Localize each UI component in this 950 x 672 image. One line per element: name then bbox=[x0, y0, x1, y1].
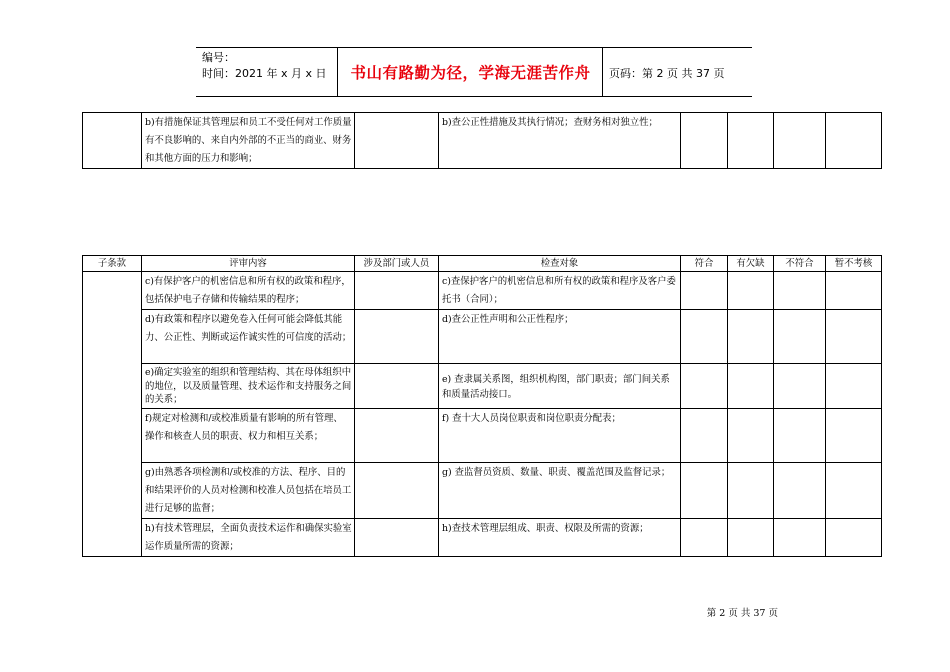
header-dept: 涉及部门或人员 bbox=[355, 256, 439, 272]
object-cell bbox=[439, 364, 681, 409]
table-row bbox=[83, 364, 882, 409]
header-conform: 符合 bbox=[681, 256, 728, 272]
review-cell bbox=[142, 519, 355, 557]
table-row bbox=[83, 519, 882, 557]
header-meta bbox=[202, 50, 327, 82]
review-cell bbox=[142, 272, 355, 310]
review-cell bbox=[142, 310, 355, 364]
dept-cell bbox=[355, 113, 439, 169]
na-cell bbox=[826, 409, 882, 463]
review-cell bbox=[142, 463, 355, 519]
object-cell bbox=[439, 113, 681, 169]
clause-cell bbox=[83, 272, 142, 557]
nonconform-cell bbox=[774, 519, 826, 557]
table-header-row bbox=[83, 256, 882, 272]
conform-cell bbox=[681, 113, 728, 169]
review-text: b)有措施保证其管理层和员工不受任何对工作质量有不良影响的、来自内外部的不正当的商业、财务和其他方面的压力和影响； bbox=[145, 117, 352, 164]
table-row bbox=[83, 463, 882, 519]
table-row bbox=[83, 409, 882, 463]
review-cell bbox=[142, 113, 355, 169]
nonconform-cell bbox=[774, 310, 826, 364]
header-na: 暂不考核 bbox=[826, 256, 882, 272]
object-text: e) 查隶属关系图，组织机构图，部门职责；部门间关系和质量活动接口。 bbox=[442, 373, 670, 400]
header-clause: 子条款 bbox=[83, 256, 142, 272]
conform-cell bbox=[681, 272, 728, 310]
object-cell bbox=[439, 310, 681, 364]
table-row bbox=[83, 310, 882, 364]
defect-cell bbox=[728, 272, 774, 310]
na-cell bbox=[826, 113, 882, 169]
object-text: g) 查监督员资质、数量、职责、覆盖范围及监督记录； bbox=[442, 467, 671, 478]
conform-cell bbox=[681, 409, 728, 463]
dept-cell bbox=[355, 364, 439, 409]
header-bottom-rule bbox=[196, 96, 752, 97]
na-cell bbox=[826, 272, 882, 310]
header-motto: 书山有路勤为径，学海无涯苦作舟 bbox=[350, 64, 591, 82]
defect-cell bbox=[728, 113, 774, 169]
page-indicator: 页码：第 2 页 共 37 页 bbox=[609, 67, 725, 80]
table-row bbox=[83, 272, 882, 310]
document-date: 时间：2021 年 x 月 x 日 bbox=[202, 67, 327, 80]
object-text: c)查保护客户的机密信息和所有权的政策和程序及客户委托书（合同）； bbox=[442, 276, 676, 305]
header-top-rule bbox=[196, 47, 752, 48]
review-table bbox=[82, 255, 882, 557]
page-footer: 第 2 页 共 37 页 bbox=[706, 608, 778, 619]
conform-cell bbox=[681, 364, 728, 409]
nonconform-cell bbox=[774, 364, 826, 409]
review-text: h)有技术管理层，全面负责技术运作和确保实验室运作质量所需的资源； bbox=[145, 523, 352, 552]
dept-cell bbox=[355, 463, 439, 519]
clause-cell bbox=[83, 113, 142, 169]
review-text: g)由熟悉各项检测和/或校准的方法、程序、目的和结果评价的人员对检测和校准人员包括在培员工进行足够的监督； bbox=[145, 467, 352, 514]
dept-cell bbox=[355, 519, 439, 557]
defect-cell bbox=[728, 409, 774, 463]
object-cell bbox=[439, 519, 681, 557]
review-cell bbox=[142, 409, 355, 463]
document-number-label: 编号： bbox=[202, 51, 235, 64]
header-divider-right bbox=[602, 47, 603, 97]
object-cell bbox=[439, 463, 681, 519]
dept-cell bbox=[355, 409, 439, 463]
page-header bbox=[196, 47, 752, 97]
header-nonconform: 不符合 bbox=[774, 256, 826, 272]
conform-cell bbox=[681, 310, 728, 364]
defect-cell bbox=[728, 519, 774, 557]
nonconform-cell bbox=[774, 272, 826, 310]
defect-cell bbox=[728, 310, 774, 364]
review-text: c)有保护客户的机密信息和所有权的政策和程序，包括保护电子存储和传输结果的程序； bbox=[145, 276, 351, 305]
review-text: d)有政策和程序以避免卷入任何可能会降低其能力、公正性、判断或运作诚实性的可信度的活动； bbox=[145, 314, 352, 343]
dept-cell bbox=[355, 272, 439, 310]
header-object: 检查对象 bbox=[439, 256, 681, 272]
review-text: e)确定实验室的组织和管理结构、其在母体组织中的地位，以及质量管理、技术运作和支持服务之间的关系； bbox=[145, 367, 352, 405]
na-cell bbox=[826, 310, 882, 364]
continuation-table bbox=[82, 112, 882, 169]
nonconform-cell bbox=[774, 409, 826, 463]
object-text: h)查技术管理层组成、职责、权限及所需的资源； bbox=[442, 523, 649, 534]
nonconform-cell bbox=[774, 463, 826, 519]
object-cell bbox=[439, 272, 681, 310]
header-defect: 有欠缺 bbox=[728, 256, 774, 272]
review-text: f)规定对检测和/或校准质量有影响的所有管理、操作和核查人员的职责、权力和相互关系； bbox=[145, 413, 343, 442]
object-cell bbox=[439, 409, 681, 463]
review-cell bbox=[142, 364, 355, 409]
object-text: f) 查十大人员岗位职责和岗位职责分配表； bbox=[442, 413, 621, 424]
dept-cell bbox=[355, 310, 439, 364]
table-row bbox=[83, 113, 882, 169]
nonconform-cell bbox=[774, 113, 826, 169]
defect-cell bbox=[728, 463, 774, 519]
conform-cell bbox=[681, 519, 728, 557]
na-cell bbox=[826, 519, 882, 557]
object-text: b)查公正性措施及其执行情况；查财务相对独立性； bbox=[442, 117, 658, 128]
conform-cell bbox=[681, 463, 728, 519]
na-cell bbox=[826, 463, 882, 519]
header-divider-left bbox=[337, 47, 338, 97]
na-cell bbox=[826, 364, 882, 409]
header-review: 评审内容 bbox=[142, 256, 355, 272]
object-text: d)查公正性声明和公正性程序； bbox=[442, 314, 574, 325]
defect-cell bbox=[728, 364, 774, 409]
